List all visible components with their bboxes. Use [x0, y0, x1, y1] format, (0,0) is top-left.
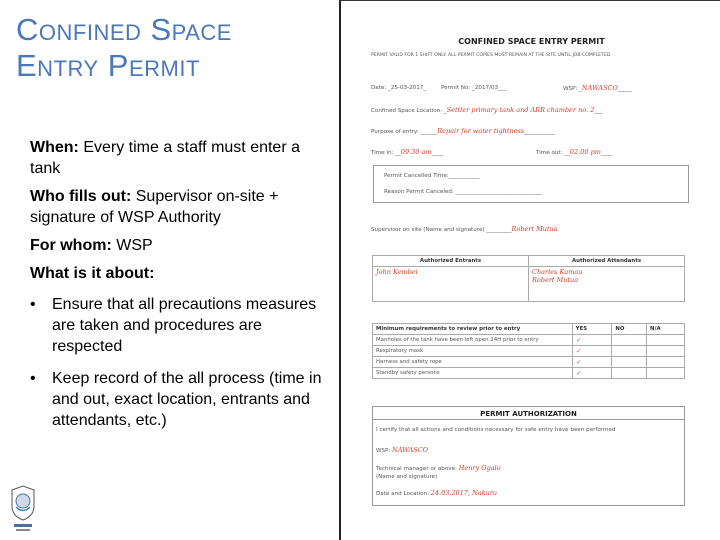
authorization-title: PERMIT AUTHORIZATION [373, 407, 684, 420]
date-field: Date: _25-03-2017_ [371, 85, 427, 91]
req-yes: ✓ [572, 357, 612, 368]
auth-date-value: 24.03.2017, Nakuru [430, 489, 498, 497]
authorization-box [372, 406, 685, 506]
attendants-header: Authorized Attendants [529, 256, 685, 267]
who-label: Who fills out: [30, 188, 132, 205]
requirements-table [372, 323, 685, 379]
personnel-table [372, 255, 685, 302]
auth-wsp-value: NAWASCO [392, 446, 429, 454]
auth-date-field [376, 490, 497, 498]
purpose-field: Purpose of entry: ______Repair for water tightness___________ [371, 127, 555, 135]
cancelled-time: Permit Cancelled Time:___________ [384, 173, 480, 179]
what-paragraph [30, 263, 330, 284]
req-header-no: NO [612, 324, 647, 335]
table-row [373, 357, 685, 368]
auth-manager-value: Henry Ogalo [458, 464, 501, 472]
cancel-reason: Reason Permit Canceled: _______________________________ [384, 189, 543, 195]
entrants-cell [373, 267, 529, 302]
entrant-name: John Kembei [376, 268, 418, 276]
bullet-item: • Keep record of the all process (time in and out, exact location, entrants and attendants, etc.) [30, 368, 330, 431]
permit-form [339, 0, 720, 540]
time-in-field: Time in: __09.30 am____ [371, 148, 443, 156]
req-label: Standby safety persons [373, 368, 573, 379]
req-header-yes: YES [572, 324, 612, 335]
wsp-label: WSP: _ [563, 86, 582, 92]
time-in-label: Time in: __ [371, 150, 401, 156]
req-label: Respiratory mask [373, 346, 573, 357]
who-text: Supervisor on-site + signature of WSP Authority [30, 188, 279, 226]
auth-date-label: Date and Location: [376, 491, 431, 497]
supervisor-label: Supervisor on site (Name and signature) _________ [371, 227, 512, 233]
wsp-field: WSP: _NAWASCO_____ [563, 84, 632, 92]
location-field: Confined Space Location: _Settler primary tank and ARR chamber no. 2___ [371, 106, 603, 114]
req-yes: ✓ [572, 335, 612, 346]
auth-wsp-field [376, 447, 428, 455]
who-paragraph [30, 186, 330, 228]
req-header-requirement: Minimum requirements to review prior to entry [373, 324, 573, 335]
permit-no-field: Permit No: _2017/03___ [441, 85, 507, 91]
date-label: Date: _ [371, 85, 391, 91]
entrants-header: Authorized Entrants [373, 256, 529, 267]
req-yes: ✓ [572, 368, 612, 379]
cancellation-box [373, 165, 689, 203]
attendant-name: Charles Kamau [532, 268, 583, 276]
attendants-cell [529, 267, 685, 302]
permit-no-label: Permit No: _ [441, 85, 475, 91]
location-label: Confined Space Location: _ [371, 108, 447, 114]
bullet-list [30, 294, 330, 431]
when-paragraph [30, 137, 330, 179]
permit-subtitle: PERMIT VALID FOR 1 SHIFT ONLY. ALL PERMIT COPIES MUST REMAIN AT THE SITE UNTIL JOB COMPLETED [371, 53, 611, 58]
bullet-item: • Ensure that all precautions measures are taken and procedures are respected [30, 294, 330, 357]
time-out-label: Time out: __ [536, 150, 570, 156]
slide-title [16, 12, 336, 84]
auth-manager-label: Technical manager or above: [376, 466, 459, 472]
time-in-value: 09.30 am [400, 148, 432, 156]
auth-wsp-label: WSP: [376, 448, 393, 454]
req-label: Harness and safety rope [373, 357, 573, 368]
supervisor-value: Robert Mutua [511, 225, 558, 233]
attendant-name: Robert Mutua [532, 276, 579, 284]
time-out-value: 02.00 pm [569, 148, 601, 156]
location-value: Settler primary tank and ARR chamber no. 2 [446, 106, 595, 114]
whom-paragraph [30, 235, 330, 256]
auth-manager-sub: (Name and signature) [376, 474, 438, 480]
whom-label: For whom: [30, 237, 112, 254]
permit-title: CONFINED SPACE ENTRY PERMIT [458, 37, 605, 46]
table-row [373, 335, 685, 346]
purpose-value: Repair for water tightness [437, 127, 525, 135]
slide-title-line-2: Entry Permit [16, 48, 200, 83]
slide-title-line-1: Confined Space [16, 12, 232, 47]
purpose-label: Purpose of entry: ______ [371, 129, 438, 135]
req-label: Manholes of the tank have been left open 24H prior to entry [373, 335, 573, 346]
auth-manager-field [376, 465, 501, 473]
date-value: 25-03-2017 [390, 85, 424, 91]
what-label: What is it about: [30, 265, 155, 282]
when-label: When: [30, 139, 79, 156]
slide-body [30, 137, 330, 442]
when-text: Every time a staff must enter a tank [30, 139, 300, 177]
organization-logo [8, 484, 38, 536]
table-row [373, 368, 685, 379]
authorization-statement: I certify that all actions and conditions necessary for safe entry have been performed [376, 427, 616, 433]
permit-no-value: 2017/03 [474, 85, 499, 91]
table-row [373, 346, 685, 357]
whom-text: WSP [111, 237, 153, 254]
wsp-value: NAWASCO [581, 84, 618, 92]
supervisor-field [371, 226, 558, 234]
time-out-field: Time out: __02.00 pm____ [536, 148, 613, 156]
req-header-na: N/A [647, 324, 685, 335]
req-yes: ✓ [572, 346, 612, 357]
